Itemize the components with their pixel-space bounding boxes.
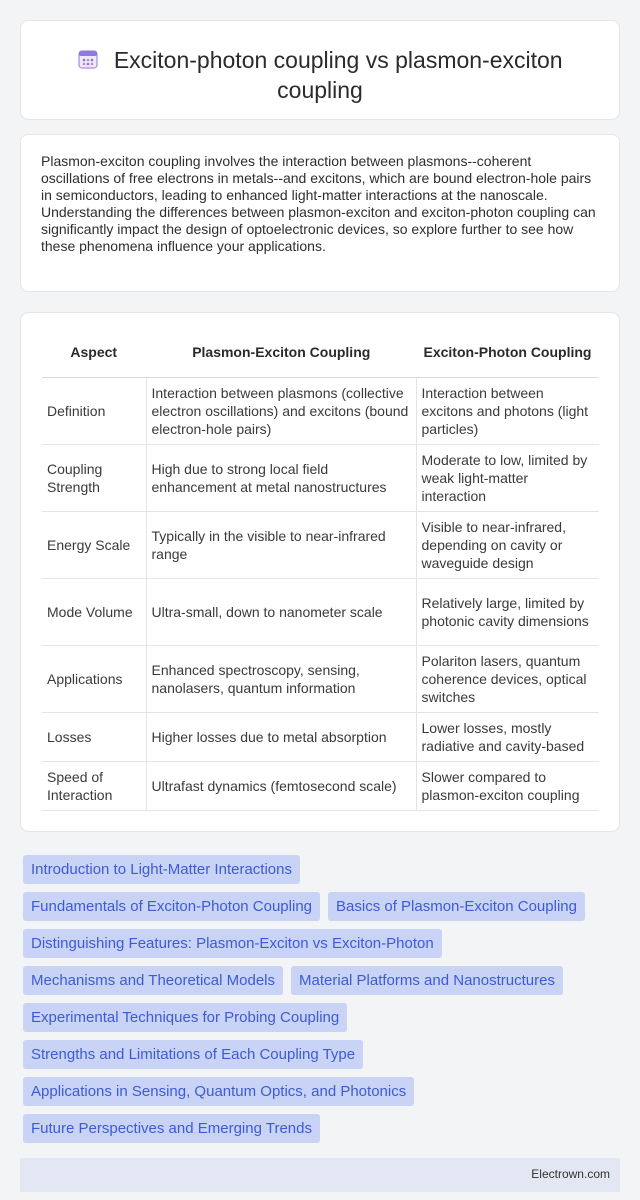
table-row bbox=[42, 578, 599, 645]
row-plasmon-exciton: Interaction between plasmons (collective electron oscillations) and excitons (bound electron-hole pairs) bbox=[146, 377, 416, 444]
row-plasmon-exciton: Typically in the visible to near-infrared range bbox=[146, 511, 416, 578]
tag-link[interactable]: Fundamentals of Exciton-Photon Coupling bbox=[23, 892, 320, 921]
row-plasmon-exciton: Higher losses due to metal absorption bbox=[146, 712, 416, 761]
row-exciton-photon: Interaction between excitons and photons (light particles) bbox=[416, 377, 599, 444]
table-row bbox=[42, 645, 599, 712]
tag-link[interactable]: Mechanisms and Theoretical Models bbox=[23, 966, 283, 995]
row-aspect: Coupling Strength bbox=[42, 444, 146, 511]
header-card bbox=[20, 20, 620, 120]
table-header-row bbox=[42, 329, 599, 377]
header-aspect: Aspect bbox=[42, 329, 146, 377]
footer bbox=[20, 1158, 620, 1192]
comparison-table bbox=[42, 329, 599, 811]
tag-row bbox=[23, 855, 623, 884]
row-aspect: Speed of Interaction bbox=[42, 761, 146, 810]
row-exciton-photon: Polariton lasers, quantum coherence devices, optical switches bbox=[416, 645, 599, 712]
tag-link[interactable]: Material Platforms and Nanostructures bbox=[291, 966, 563, 995]
comparison-table-card bbox=[20, 312, 620, 832]
tag-row bbox=[23, 1077, 623, 1106]
tag-row bbox=[23, 1114, 623, 1143]
row-plasmon-exciton: Ultra-small, down to nanometer scale bbox=[146, 578, 416, 645]
tag-row bbox=[23, 892, 623, 921]
row-plasmon-exciton: Enhanced spectroscopy, sensing, nanolasers, quantum information bbox=[146, 645, 416, 712]
title-wrap bbox=[21, 21, 619, 105]
table-row bbox=[42, 712, 599, 761]
row-exciton-photon: Visible to near-infrared, depending on cavity or waveguide design bbox=[416, 511, 599, 578]
row-aspect: Definition bbox=[42, 377, 146, 444]
row-plasmon-exciton: High due to strong local field enhancement at metal nanostructures bbox=[146, 444, 416, 511]
tag-link[interactable]: Basics of Plasmon-Exciton Coupling bbox=[328, 892, 585, 921]
table-row bbox=[42, 444, 599, 511]
tag-link[interactable]: Strengths and Limitations of Each Coupling Type bbox=[23, 1040, 363, 1069]
row-aspect: Energy Scale bbox=[42, 511, 146, 578]
footer-brand[interactable]: Electrown.com bbox=[531, 1167, 610, 1181]
calendar-grid-icon bbox=[77, 48, 99, 70]
row-exciton-photon: Moderate to low, limited by weak light-matter interaction bbox=[416, 444, 599, 511]
table-row bbox=[42, 377, 599, 444]
intro-card bbox=[20, 134, 620, 292]
row-aspect: Applications bbox=[42, 645, 146, 712]
row-aspect: Losses bbox=[42, 712, 146, 761]
tag-row bbox=[23, 929, 623, 958]
tag-link[interactable]: Distinguishing Features: Plasmon-Exciton vs Exciton-Photon bbox=[23, 929, 442, 958]
tag-link[interactable]: Introduction to Light-Matter Interactions bbox=[23, 855, 300, 884]
tag-row bbox=[23, 1003, 623, 1032]
intro-paragraph: Plasmon-exciton coupling involves the interaction between plasmons--coherent oscillations of free electrons in metals--and excitons, which are bound electron-hole pairs in semiconductors, leading to enhanced light-matter interactions at the nanoscale. Understanding the differences between plasmon-exciton and exciton-photon coupling can significantly impact the design of optoelectronic devices, so explore further to see how these phenomena influence your applications. bbox=[41, 153, 596, 254]
tag-link[interactable]: Experimental Techniques for Probing Coupling bbox=[23, 1003, 347, 1032]
row-exciton-photon: Relatively large, limited by photonic cavity dimensions bbox=[416, 578, 599, 645]
table-row bbox=[42, 761, 599, 810]
row-exciton-photon: Lower losses, mostly radiative and cavity-based bbox=[416, 712, 599, 761]
row-exciton-photon: Slower compared to plasmon-exciton coupling bbox=[416, 761, 599, 810]
tag-link[interactable]: Future Perspectives and Emerging Trends bbox=[23, 1114, 320, 1143]
tag-link[interactable]: Applications in Sensing, Quantum Optics, and Photonics bbox=[23, 1077, 414, 1106]
header-plasmon-exciton: Plasmon-Exciton Coupling bbox=[146, 329, 416, 377]
page-title: Exciton-photon coupling vs plasmon-exciton coupling bbox=[113, 47, 563, 103]
header-exciton-photon: Exciton-Photon Coupling bbox=[416, 329, 599, 377]
row-plasmon-exciton: Ultrafast dynamics (femtosecond scale) bbox=[146, 761, 416, 810]
topic-tags bbox=[23, 855, 623, 1151]
table-row bbox=[42, 511, 599, 578]
row-aspect: Mode Volume bbox=[42, 578, 146, 645]
tag-row bbox=[23, 1040, 623, 1069]
tag-row bbox=[23, 966, 623, 995]
